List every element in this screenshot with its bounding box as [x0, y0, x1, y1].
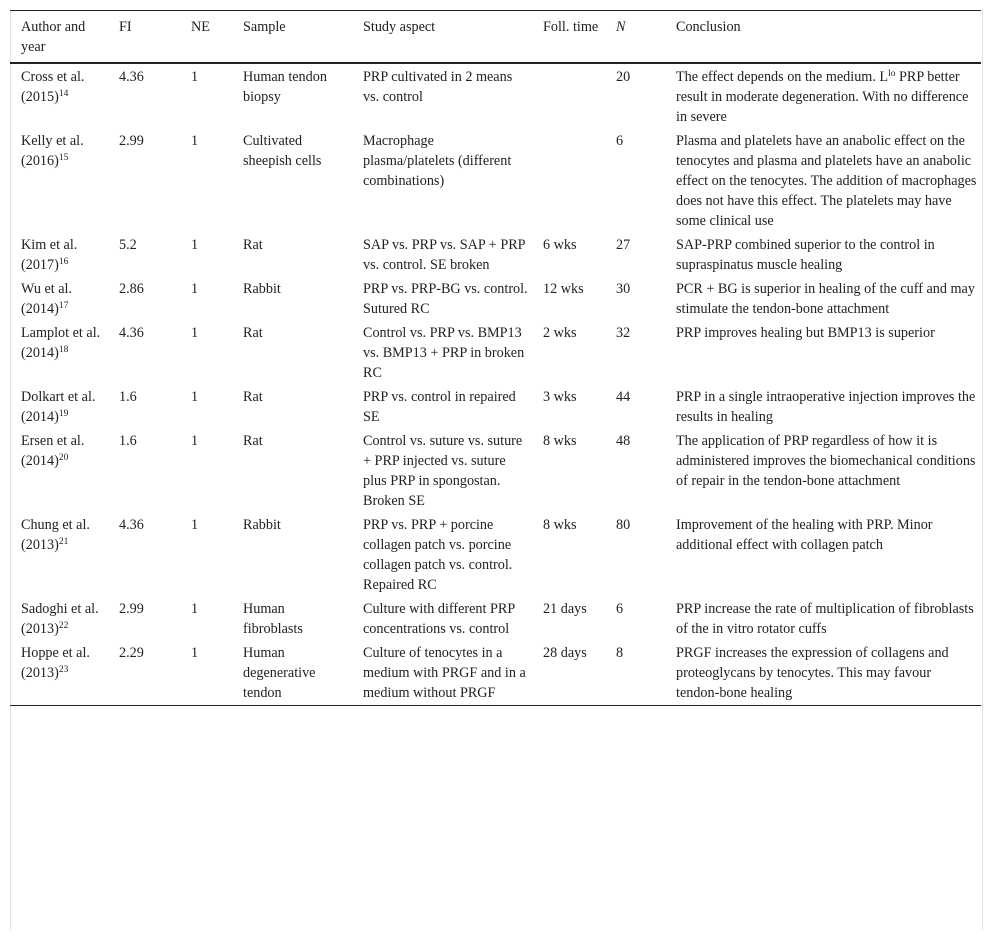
table-row — [10, 63, 981, 129]
cell-ne: 1 — [191, 237, 199, 253]
table-row — [10, 277, 981, 321]
cell-ne: 1 — [191, 433, 199, 449]
cell-study-aspect: Control vs. PRP vs. BMP13 vs. BMP13 + PRP in broken RC — [363, 325, 525, 381]
cell-author: Ersen et al. $(2014)^{20}$ — [21, 433, 85, 469]
cell-conclusion: PRP in a single intraoperative injection improves the results in healing — [676, 389, 976, 425]
cell-sample: Rabbit — [243, 517, 281, 533]
reference-number: 16 — [58, 257, 69, 267]
cell-n: 32 — [616, 325, 631, 341]
cell-fi: 1.6 — [119, 433, 137, 449]
cell-n: 27 — [616, 237, 631, 253]
cell-fi: 2.86 — [119, 281, 144, 297]
cell-fi: 2.99 — [119, 601, 144, 617]
cell-author: Sadoghi et al. $(2013)^{22}$ — [21, 601, 99, 637]
cell-conclusion: Plasma and platelets have an anabolic effect on the tenocytes and plasma and platelets have an anabolic effect on the tenocytes. The addition of macrophages does not have this effect. The platelets may have some clinical use — [676, 133, 977, 229]
cell-n: 20 — [616, 69, 631, 85]
cell-n: 80 — [616, 517, 631, 533]
cell-study-aspect: Macrophage plasma/platelets (different combinations) — [363, 133, 512, 189]
reference-number: 23 — [58, 665, 69, 675]
cell-sample: Human degenerative tendon — [243, 645, 316, 701]
reference-number: 21 — [58, 537, 69, 547]
cell-sample: Human tendon biopsy — [243, 69, 327, 105]
cell-follow-time: 8 wks — [543, 517, 577, 533]
cell-author: Lamplot et al. $(2014)^{18}$ — [21, 325, 101, 361]
cell-sample: Rat — [243, 325, 263, 341]
table-container — [10, 10, 981, 706]
cell-conclusion: The effect depends on the medium. $L^{lo}$ PRP better result in moderate degeneration. With no difference in severe — [676, 69, 969, 125]
header-conclusion: Conclusion — [676, 19, 741, 35]
cell-author: Dolkart et al. $(2014)^{19}$ — [21, 389, 96, 425]
reference-number: 14 — [58, 89, 69, 99]
cell-conclusion: Improvement of the healing with PRP. Minor additional effect with collagen patch — [676, 517, 933, 553]
cell-conclusion: PRP increase the rate of multiplication of fibroblasts of the in vitro rotator cuffs — [676, 601, 974, 637]
reference-number: 22 — [58, 621, 69, 631]
cell-conclusion: PCR + BG is superior in healing of the cuff and may stimulate the tendon-bone attachment — [676, 281, 975, 317]
cell-follow-time: 3 wks — [543, 389, 577, 405]
cell-fi: 2.29 — [119, 645, 144, 661]
header-sample: Sample — [243, 19, 286, 35]
cell-study-aspect: Culture with different PRP concentrations vs. control — [363, 601, 515, 637]
reference-number: 19 — [58, 409, 69, 419]
cell-author: Cross et al. $(2015)^{14}$ — [21, 69, 85, 105]
cell-n: 6 — [616, 601, 624, 617]
cell-author: Chung et al. $(2013)^{21}$ — [21, 517, 90, 553]
table-row — [10, 513, 981, 597]
cell-author: Wu et al. $(2014)^{17}$ — [21, 281, 73, 317]
cell-sample: Rat — [243, 237, 263, 253]
cell-study-aspect: PRP vs. PRP + porcine collagen patch vs. porcine collagen patch vs. control. Repaired RC — [363, 517, 513, 593]
cell-n: 6 — [616, 133, 624, 149]
cell-study-aspect: SAP vs. PRP vs. SAP + PRP vs. control. SE broken — [363, 237, 526, 273]
header-study-aspect: Study aspect — [363, 19, 436, 35]
cell-fi: 4.36 — [119, 325, 144, 341]
cell-ne: 1 — [191, 517, 199, 533]
cell-follow-time: 21 days — [543, 601, 587, 617]
table-body — [10, 63, 981, 706]
reference-number: 18 — [58, 345, 69, 355]
cell-follow-time: 28 days — [543, 645, 587, 661]
cell-follow-time: 2 wks — [543, 325, 577, 341]
cell-sample: Rabbit — [243, 281, 281, 297]
table-row — [10, 129, 981, 233]
cell-author: Hoppe et al. $(2013)^{23}$ — [21, 645, 90, 681]
reference-number: 17 — [58, 301, 69, 311]
cell-ne: 1 — [191, 389, 199, 405]
cell-fi: 1.6 — [119, 389, 137, 405]
cell-conclusion: The application of PRP regardless of how it is administered improves the biomechanical conditions of repair in the tendon-bone attachment — [676, 433, 976, 489]
table-header — [10, 11, 981, 64]
cell-ne: 1 — [191, 645, 199, 661]
cell-sample: Rat — [243, 433, 263, 449]
studies-table — [10, 10, 981, 706]
cell-follow-time — [532, 63, 605, 129]
cell-study-aspect: PRP vs. PRP-BG vs. control. Sutured RC — [363, 281, 528, 317]
table-row — [10, 597, 981, 641]
cell-author: Kim et al. $(2017)^{16}$ — [21, 237, 78, 273]
cell-fi: 2.99 — [119, 133, 144, 149]
table-row — [10, 641, 981, 706]
cell-fi: 4.36 — [119, 69, 144, 85]
header-fi: FI — [119, 19, 132, 35]
reference-number: 15 — [58, 153, 69, 163]
cell-n: 30 — [616, 281, 631, 297]
cell-study-aspect: Culture of tenocytes in a medium with PRGF and in a medium without PRGF — [363, 645, 526, 701]
header-n: N — [616, 19, 626, 35]
cell-follow-time: 6 wks — [543, 237, 577, 253]
header-author: Author and year — [21, 19, 86, 55]
cell-conclusion: PRGF increases the expression of collagens and proteoglycans by tenocytes. This may favour tendon-bone healing — [676, 645, 949, 701]
cell-ne: 1 — [191, 133, 199, 149]
cell-fi: 5.2 — [119, 237, 137, 253]
cell-sample: Human fibroblasts — [243, 601, 303, 637]
table-row — [10, 233, 981, 277]
cell-conclusion: PRP improves healing but BMP13 is superior — [676, 325, 935, 341]
header-ne: NE — [191, 19, 210, 35]
cell-ne: 1 — [191, 325, 199, 341]
table-row — [10, 429, 981, 513]
cell-study-aspect: PRP cultivated in 2 means vs. control — [363, 69, 513, 105]
cell-ne: 1 — [191, 601, 199, 617]
cell-follow-time — [532, 129, 605, 233]
cell-follow-time: 8 wks — [543, 433, 577, 449]
cell-ne: 1 — [191, 69, 199, 85]
cell-conclusion: SAP-PRP combined superior to the control in supraspinatus muscle healing — [676, 237, 935, 273]
cell-ne: 1 — [191, 281, 199, 297]
cell-sample: Rat — [243, 389, 263, 405]
header-follow-time: Foll. time — [543, 19, 599, 35]
reference-number: 20 — [58, 453, 69, 463]
header-row — [10, 11, 981, 64]
cell-study-aspect: PRP vs. control in repaired SE — [363, 389, 516, 425]
table-row — [10, 385, 981, 429]
table-row — [10, 321, 981, 385]
cell-n: 8 — [616, 645, 624, 661]
cell-study-aspect: Control vs. suture vs. suture + PRP injected vs. suture plus PRP in spongostan. Broken SE — [363, 433, 523, 509]
cell-fi: 4.36 — [119, 517, 144, 533]
cell-sample: Cultivated sheepish cells — [243, 133, 322, 169]
cell-follow-time: 12 wks — [543, 281, 584, 297]
cell-author: Kelly et al. $(2016)^{15}$ — [21, 133, 84, 169]
cell-n: 44 — [616, 389, 631, 405]
cell-n: 48 — [616, 433, 631, 449]
